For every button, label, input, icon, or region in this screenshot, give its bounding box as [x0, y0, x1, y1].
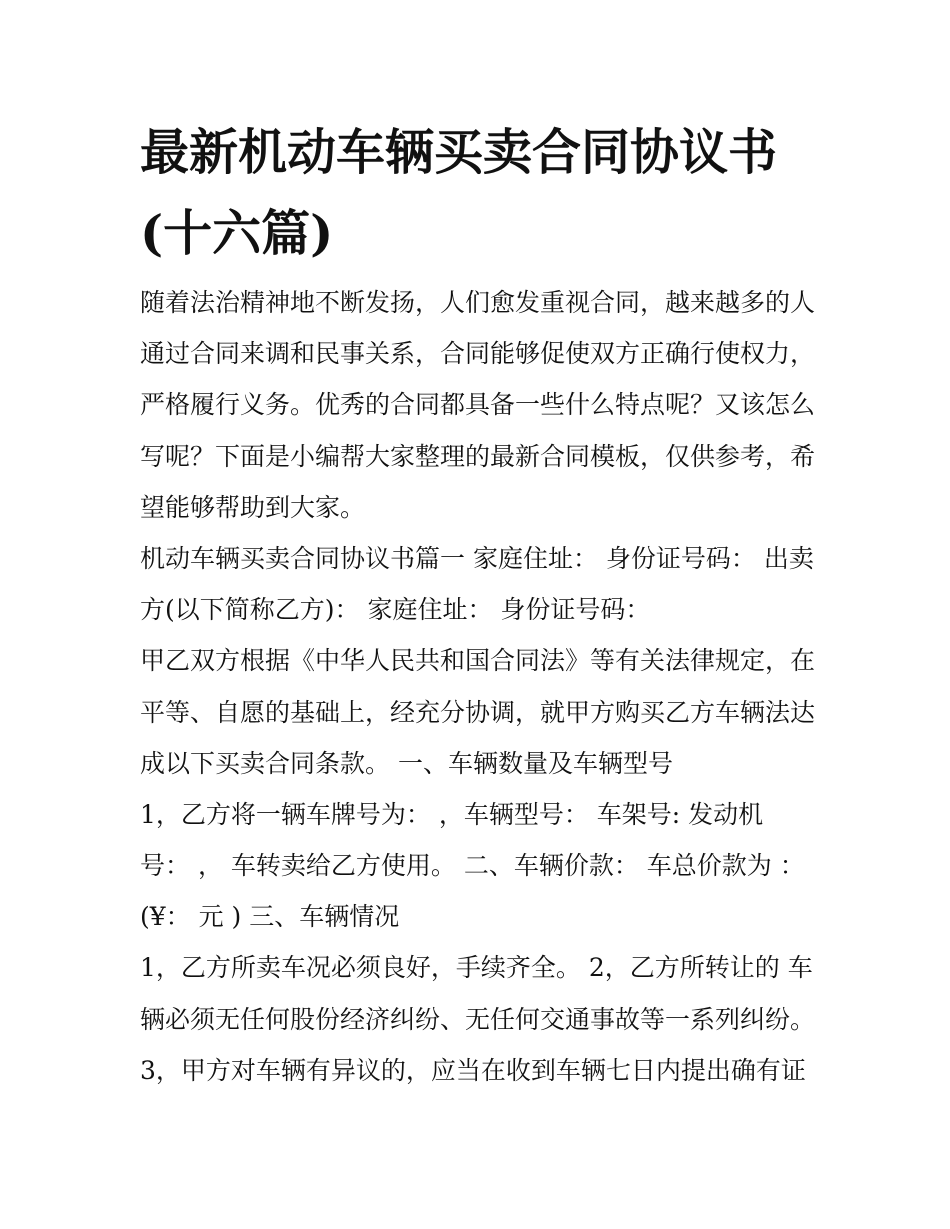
text-line: 辆必须无任何股份经济纠纷、无任何交通事故等一系列纠纷。	[140, 1004, 816, 1034]
text-line: 望能够帮助到大家。	[140, 492, 366, 522]
title-line: 最新机动车辆买卖合同协议书	[140, 123, 778, 181]
text-line: 号： ， 车转卖给乙方使用。 二、车辆价款： 车总价款为 ：	[140, 851, 805, 881]
text-line: 方(以下简称乙方)： 家庭住址： 身份证号码：	[140, 595, 651, 625]
text-line: 严格履行义务。优秀的合同都具备一些什么特点呢？又该怎么	[140, 390, 816, 420]
text-line: 成以下买卖合同条款。 一、车辆数量及车辆型号	[140, 748, 673, 778]
text-line: 平等、自愿的基础上，经充分协调，就甲方购买乙方车辆法达	[140, 697, 816, 727]
text-line: 1，乙方所卖车况必须良好，手续齐全。 2，乙方所转让的 车	[140, 953, 813, 983]
text-line: 随着法治精神地不断发扬，人们愈发重视合同，越来越多的人	[140, 288, 816, 317]
text-line: 甲乙双方根据《中华人民共和国合同法》等有关法律规定，在	[140, 646, 816, 676]
text-line: 1，乙方将一辆车牌号为： ，车辆型号： 车架号: 发动机	[140, 799, 764, 829]
text-line: (¥： 元 ) 三、车辆情况	[140, 902, 400, 932]
text-line: 通过合同来调和民事关系，合同能够促使双方正确行使权力，	[140, 339, 816, 369]
text-line: 3，甲方对车辆有异议的，应当在收到车辆七日内提出确有证	[140, 1055, 806, 1085]
title-line: (十六篇)	[140, 204, 334, 262]
text-line: 机动车辆买卖合同协议书篇一 家庭住址： 身份证号码： 出卖	[140, 543, 814, 573]
document-title	[140, 112, 820, 274]
text-line: 写呢？下面是小编帮大家整理的最新合同模板，仅供参考，希	[140, 441, 816, 471]
document-body	[140, 277, 830, 1096]
